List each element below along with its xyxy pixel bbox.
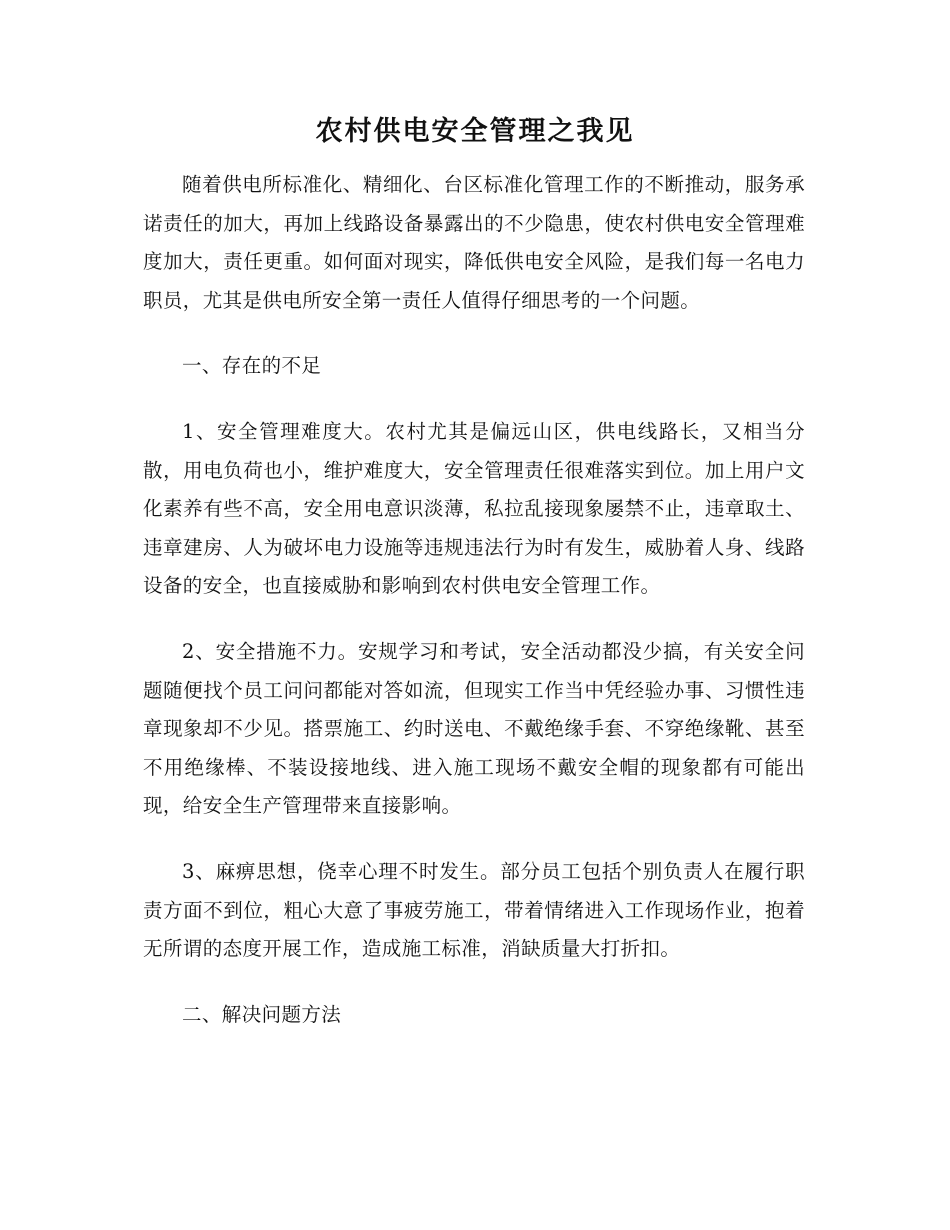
- section-heading-solutions: 二、解决问题方法: [182, 1002, 342, 1026]
- intro-paragraph: 随着供电所标准化、精细化、台区标准化管理工作的不断推动，服务承诺责任的加大，再加上线路设备暴露出的不少隐患，使农村供电安全管理难度加大，责任更重。如何面对现实，降低供电安全风险，是我们每一名电力职员，尤其是供电所安全第一责任人值得仔细思考的一个问题。: [143, 173, 805, 312]
- shortcoming-item-1: 1、安全管理难度大。农村尤其是偏远山区，供电线路长，又相当分散，用电负荷也小，维护难度大，安全管理责任很难落实到位。加上用户文化素养有些不高，安全用电意识淡薄，私拉乱接现象屡禁不止，违章取土、违章建房、人为破坏电力设施等违规违法行为时有发生，威胁着人身、线路设备的安全，也直接威胁和影响到农村供电安全管理工作。: [143, 419, 805, 598]
- shortcoming-item-3: 3、麻痹思想，侥幸心理不时发生。部分员工包括个别负责人在履行职责方面不到位，粗心大意了事疲劳施工，带着情绪进入工作现场作业，抱着无所谓的态度开展工作，造成施工标准，消缺质量大打折扣。: [143, 859, 805, 961]
- document-title: 农村供电安全管理之我见: [315, 116, 635, 147]
- document-body: [143, 166, 805, 1034]
- section-heading-shortcomings: 一、存在的不足: [182, 354, 322, 378]
- shortcoming-item-2: 2、安全措施不力。安规学习和考试，安全活动都没少搞，有关安全问题随便找个员工问问都能对答如流，但现实工作当中凭经验办事、习惯性违章现象却不少见。搭票施工、约时送电、不戴绝缘手套、不穿绝缘靴、甚至不用绝缘棒、不装设接地线、进入施工现场不戴安全帽的现象都有可能出现，给安全生产管理带来直接影响。: [143, 639, 805, 818]
